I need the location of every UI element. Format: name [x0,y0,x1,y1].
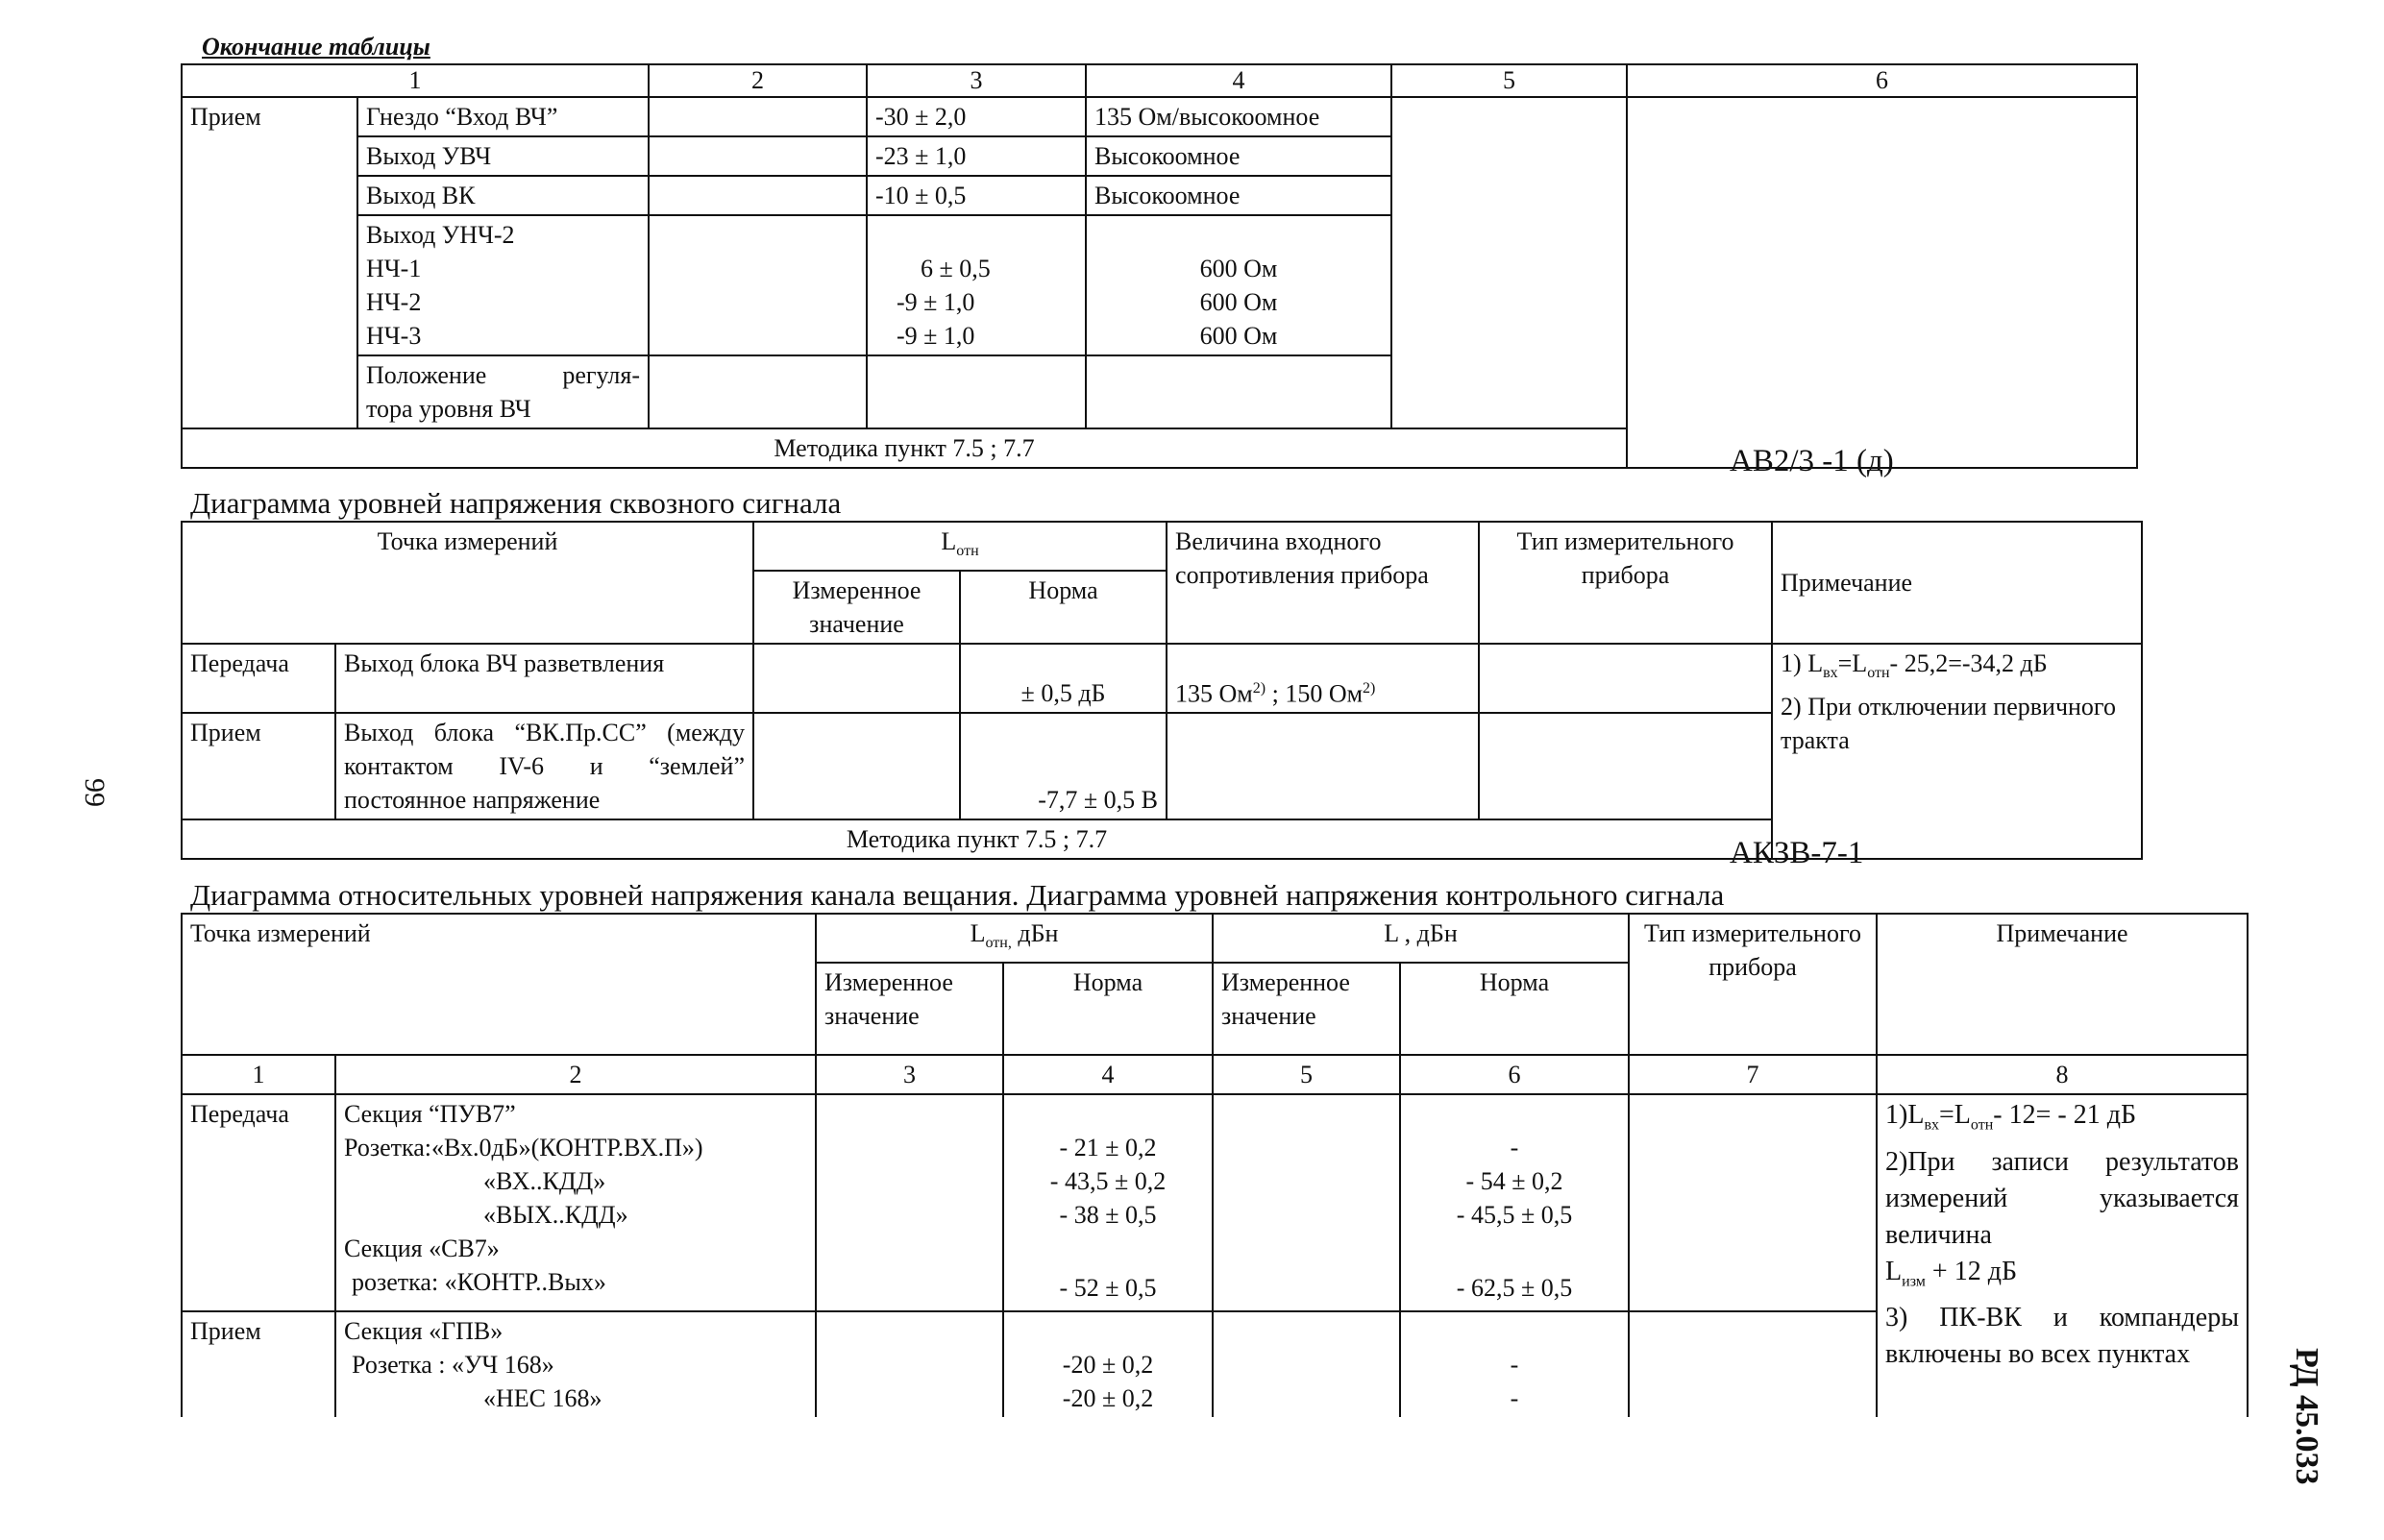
col-2: 2 [335,1055,816,1094]
col-4: 4 [1003,1055,1213,1094]
method-ref: Методика пункт 7.5 ; 7.7 [182,819,1772,859]
group-peredacha: Передача [182,1094,335,1311]
h-device-type: Тип измерительного прибора [1479,522,1772,644]
h-point: Точка измерений [182,914,816,1055]
h-input-resistance: Величина входного сопротивления прибора [1167,522,1479,644]
col-3: 3 [867,64,1086,97]
table3 [181,913,2249,1417]
group-priem: Прием [182,97,357,428]
unch-block: Выход УНЧ-2 НЧ-1 НЧ-2 НЧ-3 [357,215,649,355]
point-name: Выход блока “ВК.Пр.СС” (между контактом IV-6 и “землей” постоянное напряжение [335,713,753,819]
unch-levels: 6 ± 0,5 -9 ± 1,0 -9 ± 1,0 [867,215,1086,355]
group-priem: Прием [182,713,335,819]
col-8: 8 [1877,1055,2248,1094]
h-measured: Измеренное значение [753,571,960,644]
rx-points: Секция «ГПВ» Розетка : «УЧ 168» «НЕС 168» [335,1311,816,1417]
h-norm: Норма [960,571,1167,644]
table1 [181,63,2138,469]
row-level: -30 ± 2,0 [867,97,1086,136]
h-measured: Измеренное значение [1213,963,1400,1055]
unch-impedances: 600 Ом 600 Ом 600 Ом [1086,215,1391,355]
col-5: 5 [1213,1055,1400,1094]
row-name: Выход ВК [357,176,649,215]
col-4: 4 [1086,64,1391,97]
col-5: 5 [1391,64,1627,97]
table3-code: АКЗВ-7-1 [1730,836,1864,870]
table3-title: Диаграмма относительных уровней напряжения канала вещания. Диаграмма уровней напряжения контрольного сигнала [190,878,1725,912]
h-norm: Норма [1003,963,1213,1055]
row-impedance: 135 Ом/высокоомное [1086,97,1391,136]
h-lotn: $L_{отн}$ [753,522,1167,571]
point-name: Выход блока ВЧ разветвления [335,644,753,713]
norm-value: -7,7 ± 0,5 В [960,713,1167,819]
notes: $1)L_{вх}=L_{отн}-$ 12= - 21 дБ 2)При записи результатов измерений указывается величина $L_{изм} + 12$ дБ 3) ПК-ВК и компандеры включены во всех пунктах [1877,1094,2248,1417]
row-level: -10 ± 0,5 [867,176,1086,215]
col-6: 6 [1400,1055,1629,1094]
table2-code: АВ2/3 -1 (д) [1730,444,1894,478]
input-resistance: 135 $Ом^{2)}$ ; 150 $Ом^{2)}$ [1167,644,1479,713]
table1-caption: Окончание таблицы [202,33,430,61]
h-point: Точка измерений [182,522,753,644]
method-ref: Методика пункт 7.5 ; 7.7 [182,428,1627,468]
col-1: 1 [182,1055,335,1094]
rx-levels: - - [1400,1311,1629,1417]
row-name: Выход УВЧ [357,136,649,176]
h-note: Примечание [1877,914,2248,1055]
tx-points: Секция “ПУВ7” Розетка:«Вх.0дБ»(КОНТР.ВХ.П») «ВХ..КДД» «ВЫХ..КДД» Секция «СВ7» розетка: «КОНТР..Вых» [335,1094,816,1311]
table2-title: Диаграмма уровней напряжения сквозного сигнала [190,486,842,520]
rx-norms: -20 ± 0,2 -20 ± 0,2 [1003,1311,1213,1417]
row-impedance: Высокоомное [1086,176,1391,215]
row-name: Гнездо “Вход ВЧ” [357,97,649,136]
doc-code: РД 45.033 [2289,1348,2324,1485]
table2 [181,521,2143,860]
col-6: 6 [1627,64,2137,97]
h-note: Примечание [1772,522,2142,644]
h-measured: Измеренное значение [816,963,1003,1055]
page-number: 99 [79,778,111,807]
col-2: 2 [649,64,867,97]
group-priem: Прием [182,1311,335,1417]
h-norm: Норма [1400,963,1629,1055]
tx-levels: - - 54 ± 0,2 - 45,5 ± 0,5 - 62,5 ± 0,5 [1400,1094,1629,1311]
row-level: -23 ± 1,0 [867,136,1086,176]
tx-norms: - 21 ± 0,2 - 43,5 ± 0,2 - 38 ± 0,5 - 52 ± 0,5 [1003,1094,1213,1311]
h-l: L , дБн [1213,914,1629,963]
h-lotn: $L_{отн,}$ дБн [816,914,1213,963]
col-3: 3 [816,1055,1003,1094]
notes: 1) $L_{вх}=L_{отн}-$ 25,2=-34,2 дБ 2) При отключении первичного тракта [1772,644,2142,859]
col-7: 7 [1629,1055,1877,1094]
regulator-position: Положение регуля- тора уровня ВЧ [357,355,649,428]
h-device-type: Тип измерительного прибора [1629,914,1877,1055]
norm-value: ± 0,5 дБ [960,644,1167,713]
row-impedance: Высокоомное [1086,136,1391,176]
col-1: 1 [182,64,649,97]
group-peredacha: Передача [182,644,335,713]
